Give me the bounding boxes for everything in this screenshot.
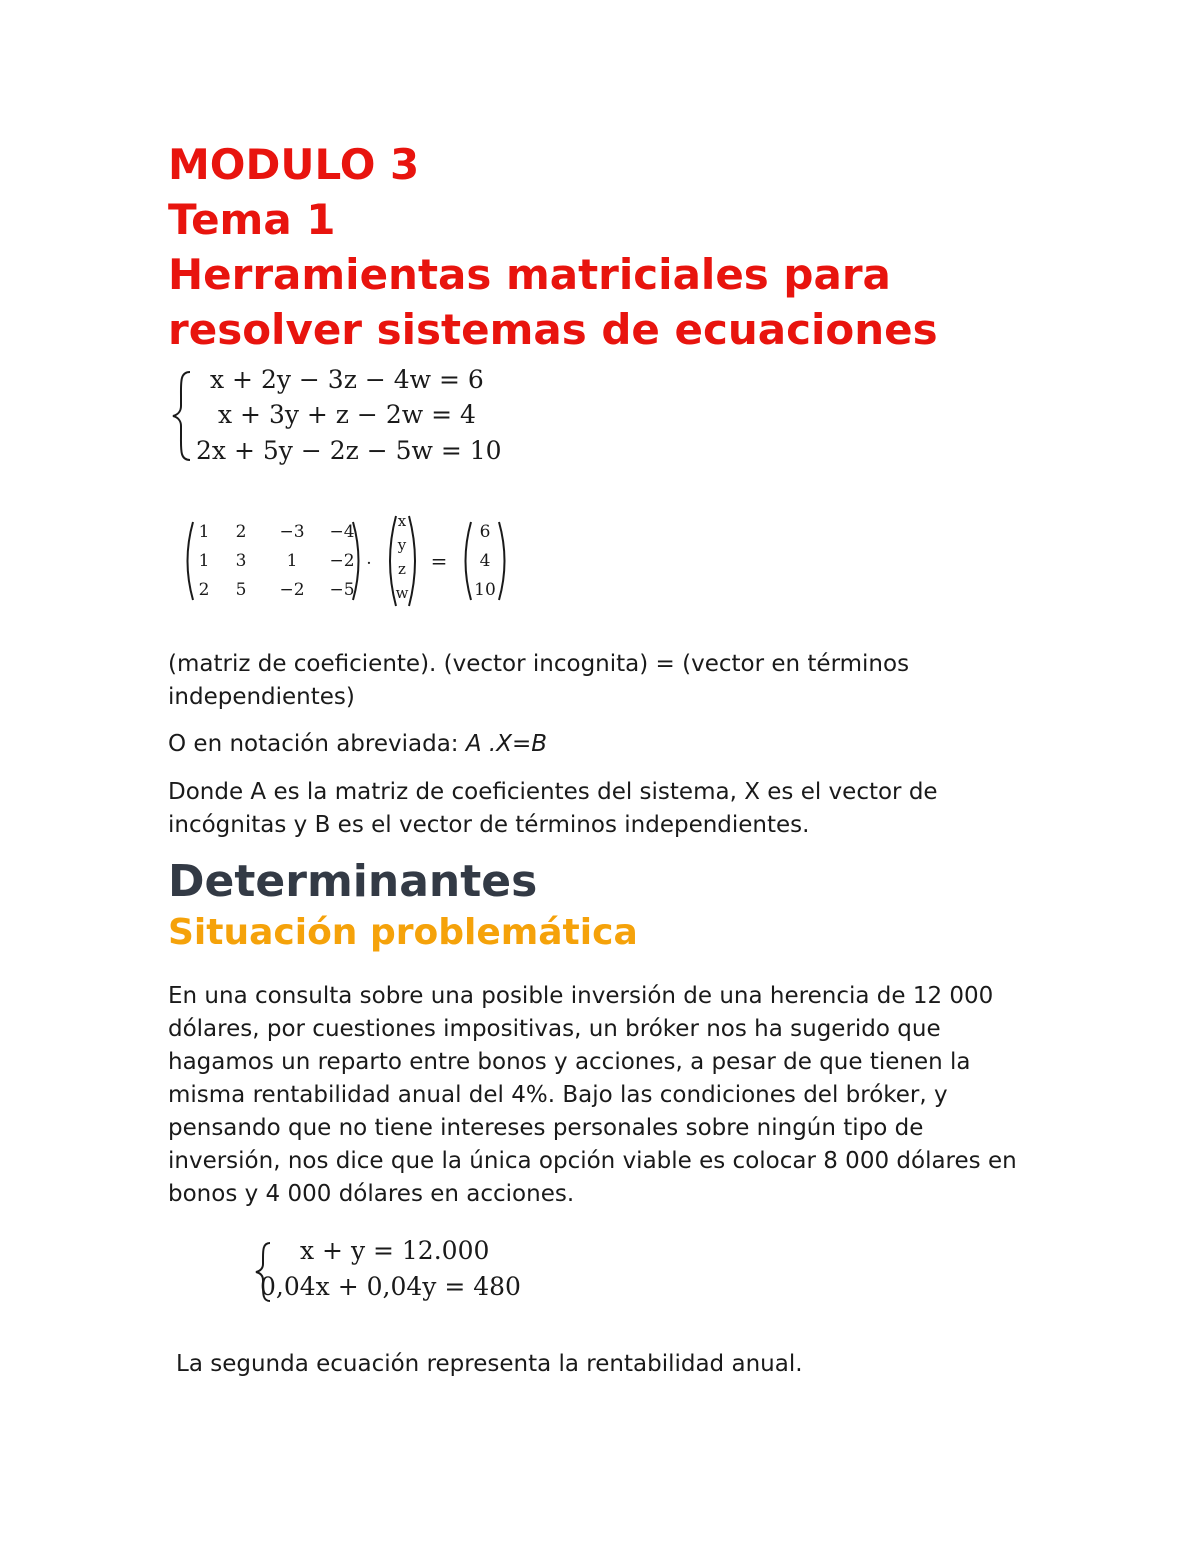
vector-b-cell: 10 [474, 580, 496, 600]
title-line-2: resolver sistemas de ecuaciones [168, 305, 938, 354]
vector-x-cell: w [395, 584, 409, 602]
matrix-legend: (matriz de coeficiente). (vector incognita) = (vector en términos independientes) [168, 651, 910, 710]
system1-eq2: x + 3y + z − 2w = 4 [218, 400, 476, 429]
abbrev-formula: A .X=B [465, 731, 548, 757]
vector-b-cell: 4 [479, 551, 491, 571]
dot-operator: . [366, 549, 372, 569]
matrix-a-cell: −2 [279, 580, 305, 600]
matrix-a-cell: 1 [286, 551, 298, 571]
system2-eq2: 0,04x + 0,04y = 480 [260, 1272, 521, 1301]
matrix-a-cell: −3 [279, 522, 305, 542]
abbrev-prefix: O en notación abreviada: [168, 731, 466, 757]
section-subheading: Situación problemática [168, 912, 638, 953]
topic-heading: Tema 1 [168, 195, 336, 244]
left-brace-1 [168, 368, 198, 464]
matrix-a-cell: 2 [198, 580, 210, 600]
matrix-a-cell: 1 [198, 551, 210, 571]
equals-sign: = [430, 549, 448, 573]
matrix-a-cell: −4 [329, 522, 355, 542]
matrix-a-cell: 1 [198, 522, 210, 542]
system2-eq1: x + y = 12.000 [300, 1236, 490, 1265]
matrix-a-cell: 2 [235, 522, 247, 542]
explanation-paragraph: Donde A es la matriz de coeficientes del sistema, X es el vector de incógnitas y B es el vector de términos independientes. [168, 779, 938, 838]
abbreviated-notation [168, 728, 547, 761]
matrix-a-cell: 5 [235, 580, 247, 600]
module-heading: MODULO 3 [168, 140, 420, 189]
vector-x-cell: x [397, 512, 407, 530]
vector-x-cell: z [398, 560, 406, 578]
closing-sentence: La segunda ecuación representa la rentabilidad anual. [176, 1351, 803, 1377]
system1-eq1: x + 2y − 3z − 4w = 6 [210, 365, 484, 394]
system1-eq3: 2x + 5y − 2z − 5w = 10 [196, 436, 502, 465]
vector-x-cell: y [397, 536, 407, 554]
section-heading: Determinantes [168, 856, 538, 907]
matrix-a-cell: 3 [235, 551, 247, 571]
problem-paragraph: En una consulta sobre una posible inversión de una herencia de 12 000 dólares, por cuestiones impositivas, un bróker nos ha sugerido que hagamos un reparto entre bonos y acciones, a pesar de que tienen la misma rentabilidad anual del 4%. Bajo las condiciones del bróker, y pensando que no tiene intereses personales sobre ningún tipo de inversión, nos dice que la única opción viable es colocar 8 000 dólares en bonos y 4 000 dólares en acciones. [168, 983, 1017, 1207]
matrix-a-cell: −2 [329, 551, 355, 571]
title-line-1: Herramientas matriciales para [168, 250, 891, 299]
matrix-a-cell: −5 [329, 580, 355, 600]
vector-b-cell: 6 [479, 522, 491, 542]
